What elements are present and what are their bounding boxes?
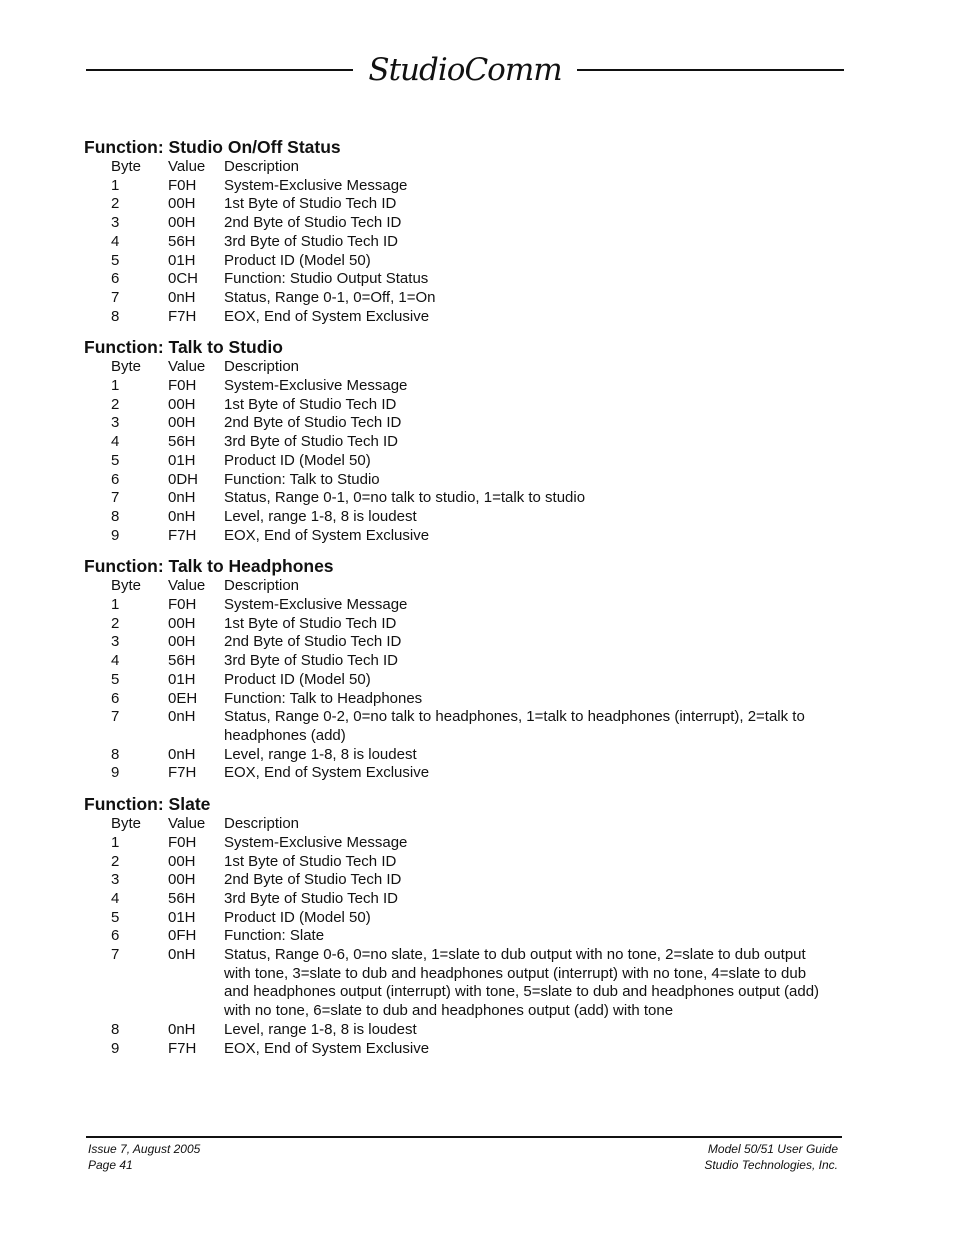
value-cell: 00H <box>168 414 196 432</box>
value-cell: 01H <box>168 251 196 269</box>
value-cell: 0nH <box>168 507 196 525</box>
description-cell: Function: Talk to Studio <box>224 470 380 488</box>
byte-cell: 7 <box>111 946 120 964</box>
value-cell: 0DH <box>168 470 199 488</box>
byte-cell: 7 <box>111 489 120 507</box>
column-header: Byte <box>111 358 142 376</box>
byte-cell: 7 <box>111 288 120 306</box>
description-cell: 1st Byte of Studio Tech ID <box>224 852 397 870</box>
table-row <box>111 270 824 289</box>
table-row <box>111 909 824 928</box>
value-cell: 0nH <box>168 489 196 507</box>
description-cell: Status, Range 0-1, 0=no talk to studio, 1=talk to studio <box>224 489 586 507</box>
byte-cell: 2 <box>111 395 120 413</box>
description-cell: Function: Talk to Headphones <box>224 689 423 707</box>
byte-table <box>111 815 824 1058</box>
table-row <box>111 1021 824 1040</box>
byte-cell: 8 <box>111 1020 120 1038</box>
guide-title: Model 50/51 User Guide <box>707 1142 838 1156</box>
value-cell: 00H <box>168 195 196 213</box>
byte-cell: 8 <box>111 745 120 763</box>
table-header-row <box>111 577 824 596</box>
column-header: Byte <box>111 158 142 175</box>
table-row <box>111 471 824 490</box>
byte-cell: 6 <box>111 470 120 488</box>
issue-date: Issue 7, August 2005 <box>88 1142 201 1156</box>
value-cell: 56H <box>168 889 196 907</box>
footer-right <box>704 1142 838 1173</box>
byte-cell: 8 <box>111 307 120 325</box>
byte-cell: 1 <box>111 176 120 194</box>
value-cell: 0nH <box>168 1020 196 1038</box>
byte-cell: 6 <box>111 927 120 945</box>
byte-cell: 6 <box>111 689 120 707</box>
value-cell: 0nH <box>168 745 196 763</box>
value-cell: 56H <box>168 652 196 670</box>
table-row <box>111 233 824 252</box>
byte-cell: 2 <box>111 852 120 870</box>
description-cell: System-Exclusive Message <box>224 176 408 194</box>
byte-cell: 3 <box>111 633 120 651</box>
description-cell: Status, Range 0-1, 0=Off, 1=On <box>224 288 436 306</box>
description-cell: 3rd Byte of Studio Tech ID <box>224 652 398 670</box>
byte-cell: 2 <box>111 195 120 213</box>
table-row <box>111 308 824 327</box>
value-cell: 01H <box>168 908 196 926</box>
table-row <box>111 414 824 433</box>
value-cell: 01H <box>168 451 196 469</box>
value-cell: 0CH <box>168 270 199 288</box>
column-header: Description <box>224 158 300 175</box>
byte-cell: 3 <box>111 871 120 889</box>
table-row <box>111 508 824 527</box>
table-row <box>111 452 824 471</box>
header-rule-left <box>86 69 353 71</box>
byte-cell: 4 <box>111 889 120 907</box>
byte-cell: 6 <box>111 270 120 288</box>
table-row <box>111 252 824 271</box>
value-cell: F7H <box>168 1039 197 1057</box>
value-cell: 00H <box>168 214 196 232</box>
section-title: Function: Talk to Studio <box>84 337 283 358</box>
table-row <box>111 489 824 508</box>
byte-cell: 4 <box>111 652 120 670</box>
column-header: Value <box>168 158 206 175</box>
table-row <box>111 377 824 396</box>
byte-cell: 9 <box>111 526 120 544</box>
description-cell: 2nd Byte of Studio Tech ID <box>224 214 402 232</box>
byte-cell: 1 <box>111 377 120 395</box>
value-cell: 0nH <box>168 946 196 964</box>
description-cell: Product ID (Model 50) <box>224 251 371 269</box>
description-cell: Product ID (Model 50) <box>224 670 371 688</box>
description-cell: EOX, End of System Exclusive <box>224 307 430 325</box>
column-header: Description <box>224 358 300 376</box>
table-row <box>111 652 824 671</box>
value-cell: F0H <box>168 596 197 614</box>
description-cell: EOX, End of System Exclusive <box>224 764 430 782</box>
header-rule-right <box>577 69 844 71</box>
description-cell: Level, range 1-8, 8 is loudest <box>224 1020 417 1038</box>
table-row <box>111 927 824 946</box>
byte-cell: 1 <box>111 833 120 851</box>
value-cell: F0H <box>168 833 197 851</box>
byte-cell: 5 <box>111 451 120 469</box>
table-row <box>111 871 824 890</box>
description-cell: 3rd Byte of Studio Tech ID <box>224 433 398 451</box>
studiocomm-logo: StudioComm <box>368 52 562 88</box>
table-row <box>111 708 824 745</box>
description-cell: System-Exclusive Message <box>224 596 408 614</box>
description-cell: Function: Studio Output Status <box>224 270 429 288</box>
description-cell: System-Exclusive Message <box>224 377 408 395</box>
section-title: Function: Studio On/Off Status <box>84 137 341 157</box>
table-row <box>111 834 824 853</box>
description-cell: 2nd Byte of Studio Tech ID <box>224 871 402 889</box>
description-cell: Status, Range 0-6, 0=no slate, 1=slate to dub output with no tone, 2=slate to dub output with tone, 3=slate to dub and headphones output (interrupt) with no tone, 4=slate to dub and headphones output (interrupt) with tone, 5=slate to dub and headphones output (add) with no tone, 6=slate to dub and headphones output (add) with tone <box>224 946 820 1020</box>
value-cell: F0H <box>168 377 197 395</box>
byte-cell: 4 <box>111 433 120 451</box>
table-row <box>111 177 824 196</box>
byte-cell: 5 <box>111 908 120 926</box>
value-cell: 00H <box>168 633 196 651</box>
table-row <box>111 214 824 233</box>
column-header: Byte <box>111 577 142 595</box>
section-title: Function: Slate <box>84 794 211 815</box>
description-cell: Level, range 1-8, 8 is loudest <box>224 745 417 763</box>
value-cell: 0FH <box>168 927 197 945</box>
byte-cell: 2 <box>111 614 120 632</box>
value-cell: 0nH <box>168 288 196 306</box>
description-cell: 1st Byte of Studio Tech ID <box>224 614 397 632</box>
value-cell: 56H <box>168 232 196 250</box>
byte-cell: 5 <box>111 670 120 688</box>
description-cell: System-Exclusive Message <box>224 833 408 851</box>
table-row <box>111 195 824 214</box>
section-3 <box>84 793 844 1058</box>
value-cell: F0H <box>168 176 197 194</box>
value-cell: 56H <box>168 433 196 451</box>
byte-cell: 3 <box>111 214 120 232</box>
table-row <box>111 596 824 615</box>
table-row <box>111 671 824 690</box>
value-cell: 00H <box>168 395 196 413</box>
description-cell: 3rd Byte of Studio Tech ID <box>224 232 398 250</box>
table-row <box>111 764 824 783</box>
byte-table <box>111 577 824 783</box>
table-row <box>111 396 824 415</box>
value-cell: F7H <box>168 764 197 782</box>
byte-cell: 3 <box>111 414 120 432</box>
section-2 <box>84 555 844 783</box>
table-header-row <box>111 815 824 834</box>
value-cell: 00H <box>168 852 196 870</box>
value-cell: 00H <box>168 871 196 889</box>
column-header: Value <box>168 577 206 595</box>
description-cell: Function: Slate <box>224 927 325 945</box>
byte-cell: 4 <box>111 232 120 250</box>
table-header-row <box>111 158 824 177</box>
column-header: Value <box>168 815 206 833</box>
description-cell: 2nd Byte of Studio Tech ID <box>224 633 402 651</box>
page-content <box>84 136 844 1068</box>
table-row <box>111 527 824 546</box>
table-row <box>111 633 824 652</box>
column-header: Byte <box>111 815 142 833</box>
column-header: Description <box>224 577 300 595</box>
value-cell: 01H <box>168 670 196 688</box>
table-row <box>111 433 824 452</box>
table-row <box>111 853 824 872</box>
table-row <box>111 615 824 634</box>
byte-table <box>111 158 824 326</box>
footer-left <box>88 1142 200 1173</box>
table-header-row <box>111 358 824 377</box>
table-row <box>111 890 824 909</box>
value-cell: 00H <box>168 614 196 632</box>
table-row <box>111 690 824 709</box>
company-name: Studio Technologies, Inc. <box>704 1157 838 1172</box>
description-cell: 1st Byte of Studio Tech ID <box>224 195 397 213</box>
description-cell: Product ID (Model 50) <box>224 908 371 926</box>
byte-cell: 9 <box>111 1039 120 1057</box>
value-cell: 0EH <box>168 689 198 707</box>
page-number: Page 41 <box>88 1157 133 1172</box>
byte-table <box>111 358 824 545</box>
value-cell: F7H <box>168 307 197 325</box>
column-header: Description <box>224 815 300 833</box>
description-cell: EOX, End of System Exclusive <box>224 1039 430 1057</box>
byte-cell: 5 <box>111 251 120 269</box>
footer-rule <box>86 1136 842 1138</box>
byte-cell: 7 <box>111 708 120 726</box>
byte-cell: 9 <box>111 764 120 782</box>
section-0 <box>84 136 844 326</box>
table-row <box>111 746 824 765</box>
description-cell: EOX, End of System Exclusive <box>224 526 430 544</box>
value-cell: 0nH <box>168 708 196 726</box>
value-cell: F7H <box>168 526 197 544</box>
table-row <box>111 289 824 308</box>
description-cell: 1st Byte of Studio Tech ID <box>224 395 397 413</box>
description-cell: 2nd Byte of Studio Tech ID <box>224 414 402 432</box>
description-cell: 3rd Byte of Studio Tech ID <box>224 889 398 907</box>
description-cell: Level, range 1-8, 8 is loudest <box>224 507 417 525</box>
table-row <box>111 946 824 1021</box>
byte-cell: 1 <box>111 596 120 614</box>
description-cell: Product ID (Model 50) <box>224 451 371 469</box>
section-title: Function: Talk to Headphones <box>84 556 334 577</box>
section-1 <box>84 336 844 545</box>
column-header: Value <box>168 358 206 376</box>
byte-cell: 8 <box>111 507 120 525</box>
description-cell: Status, Range 0-2, 0=no talk to headphones, 1=talk to headphones (interrupt), 2=talk to headphones (add) <box>224 708 805 744</box>
table-row <box>111 1040 824 1059</box>
